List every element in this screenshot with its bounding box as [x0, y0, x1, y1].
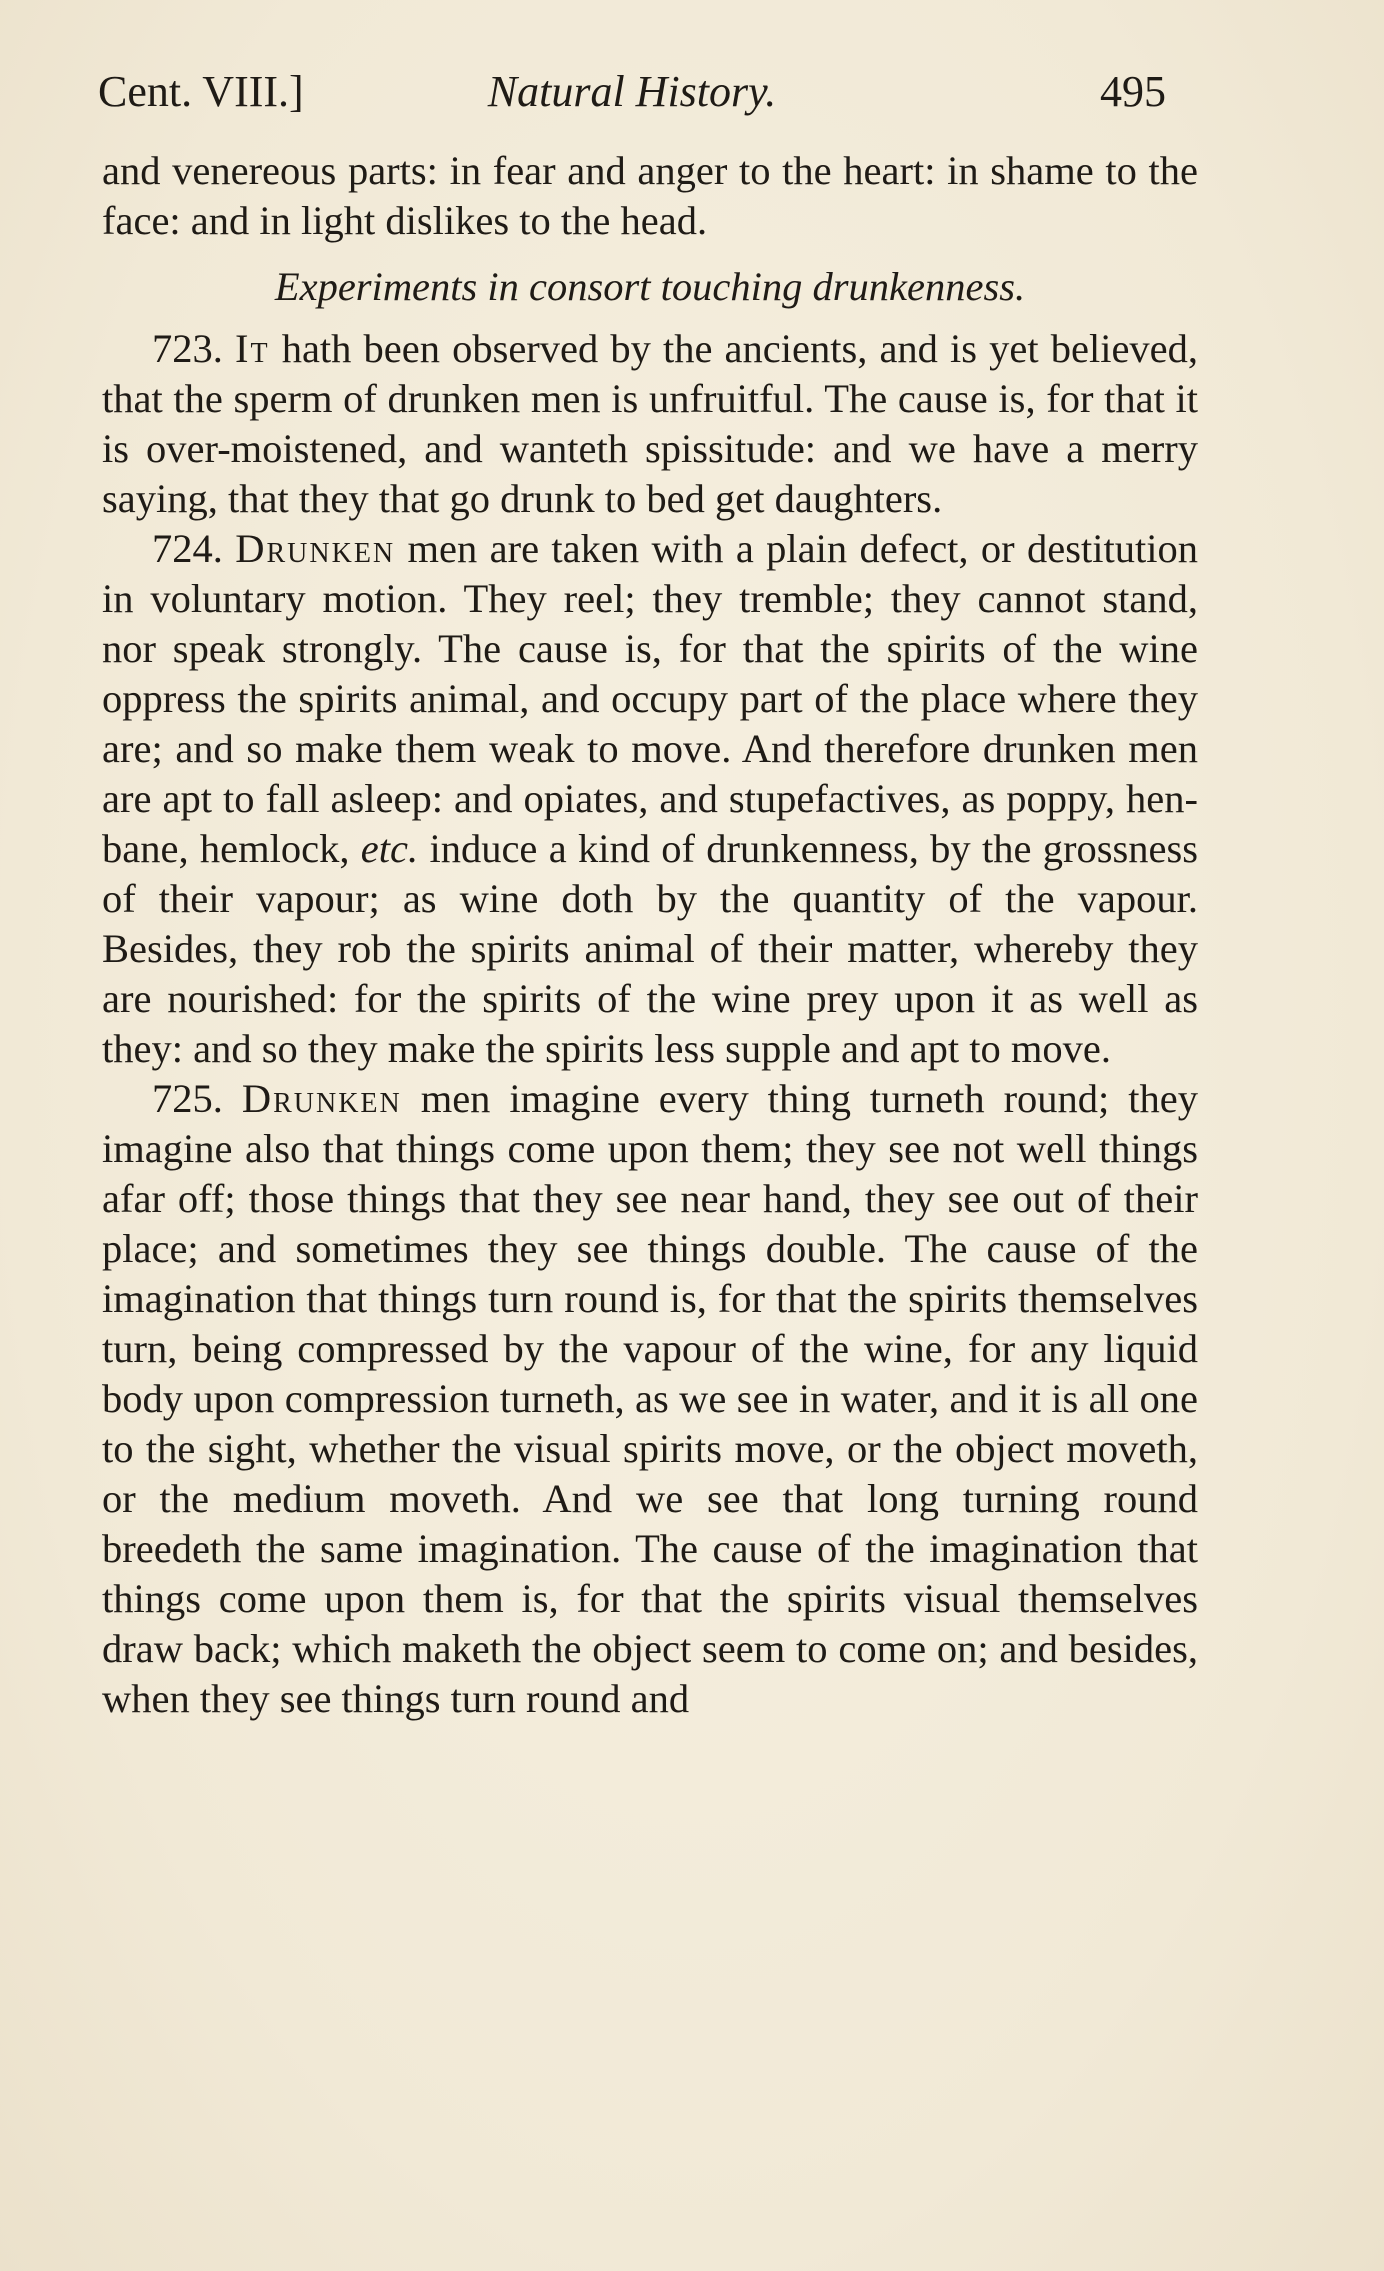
- italic-abbreviation: etc.: [360, 826, 419, 871]
- paragraph-number: 723.: [152, 326, 223, 371]
- continuation-paragraph: and venereous parts: in fear and anger to the heart: in shame to the face: and in light dislikes to the head.: [102, 148, 1198, 243]
- running-header: [98, 66, 1166, 126]
- paragraph-text: men imagine every thing turneth round; they imagine also that things come upon them; they see not well things afar off; those things that they see near hand, they see out of their place; and sometimes they see things double. The cause of the imagination that things turn round is, for that the spirits themselves turn, being compressed by the vapour of the wine, for any liquid body upon compression turneth, as we see in water, and it is all one to the sight, whether the visual spirits move, or the object moveth, or the medium moveth. And we see that long turning round breedeth the same imagination. The cause of the imagination that things come upon them is, for that the spirits visual themselves draw back; which maketh the object seem to come on; and besides, when they see things turn round and: [102, 1076, 1198, 1721]
- paragraph-text-continued: induce a kind of drunkenness, by the grossness of their vapour; as wine doth by the quantity of the vapour. Besides, they rob the spirits animal of their matter, whereby they are nourished: for the spirits of the wine prey upon it as well as they: and so they make the spirits less supple and apt to move.: [102, 826, 1199, 1071]
- paragraph-text: men are taken with a plain defect, or destitution in voluntary motion. They reel; they tremble; they cannot stand, nor speak strongly. The cause is, for that the spirits of the wine oppress the spirits animal, and occupy part of the place where they are; and so make them weak to move. And therefore drunken men are apt to fall asleep: and opiates, and stupefactives, as poppy, hen-bane, hemlock,: [102, 526, 1198, 871]
- section-heading: Experiments in consort touching drunkenness.: [274, 264, 1026, 309]
- body-text: [102, 146, 1198, 1724]
- paragraph-725: [102, 1074, 1198, 1724]
- header-title: Natural History.: [487, 67, 777, 116]
- paragraph-number: 725.: [152, 1076, 223, 1121]
- paragraph-lead-word: Drunken: [241, 1076, 402, 1121]
- header-century: Cent. VIII.]: [98, 67, 304, 116]
- paragraph-723: [102, 324, 1198, 524]
- paragraph-lead-word: Drunken: [235, 526, 396, 571]
- page-number: 495: [1100, 67, 1166, 116]
- paragraph-724: [102, 524, 1198, 1074]
- paragraph-number: 724.: [152, 526, 223, 571]
- paragraph-lead-word: It: [234, 326, 270, 371]
- paragraph-text: hath been observed by the ancients, and is yet believed, that the sperm of drunken men is unfruitful. The cause is, for that it is over-moistened, and wanteth spissitude: and we have a merry saying, that they that go drunk to bed get daughters.: [102, 326, 1199, 521]
